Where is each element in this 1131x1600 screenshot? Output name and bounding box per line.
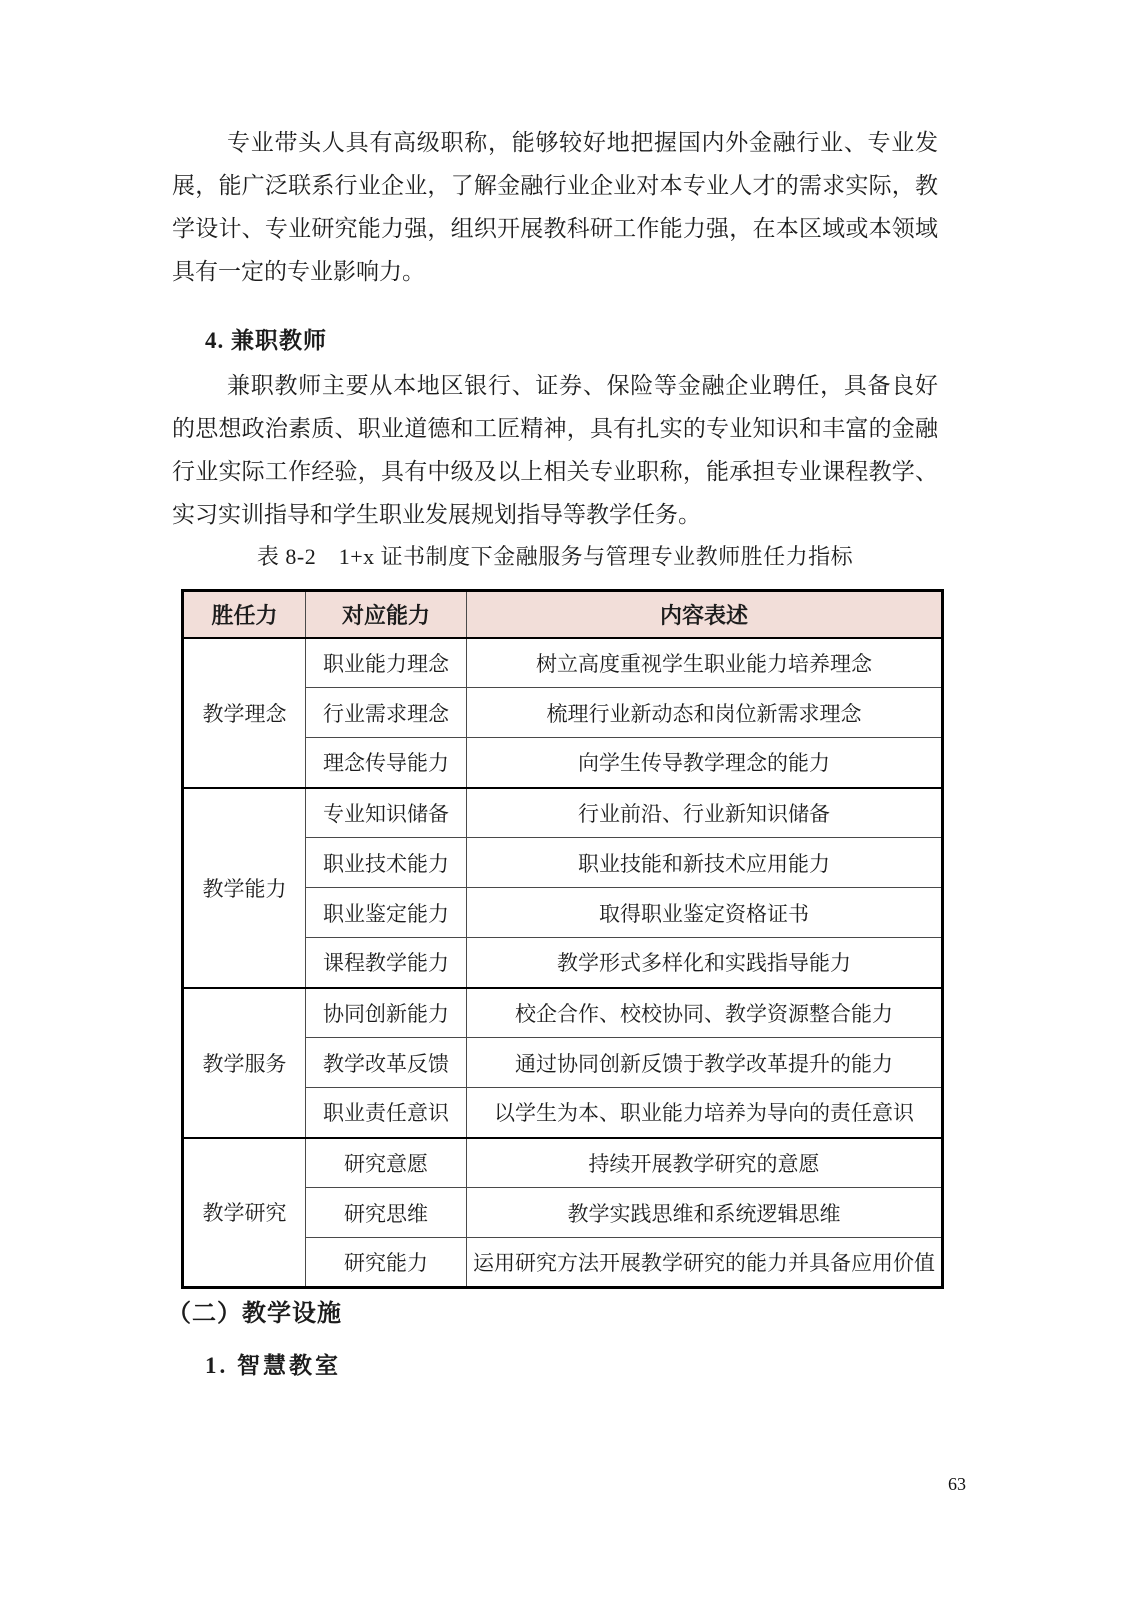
- table-row: [183, 1138, 943, 1188]
- ability-cell: 职业鉴定能力: [306, 888, 467, 938]
- ability-cell: 研究意愿: [306, 1138, 467, 1188]
- ability-cell: 协同创新能力: [306, 988, 467, 1038]
- competency-group-cell: 教学理念: [183, 638, 306, 788]
- table-caption: 表 8-2 1+x 证书制度下金融服务与管理专业教师胜任力指标: [256, 544, 854, 569]
- description-cell: 教学形式多样化和实践指导能力: [467, 938, 943, 988]
- competency-group-cell: 教学服务: [183, 988, 306, 1138]
- description-cell: 持续开展教学研究的意愿: [467, 1138, 943, 1188]
- ability-cell: 职业能力理念: [306, 638, 467, 688]
- description-cell: 职业技能和新技术应用能力: [467, 838, 943, 888]
- heading-teaching-facilities: （二）教学设施: [167, 1300, 342, 1327]
- table-row: [183, 788, 943, 838]
- ability-cell: 研究能力: [306, 1238, 467, 1288]
- competency-group-cell: 教学能力: [183, 788, 306, 988]
- description-cell: 教学实践思维和系统逻辑思维: [467, 1188, 943, 1238]
- column-header-description: 内容表述: [467, 591, 943, 638]
- table-row: [183, 638, 943, 688]
- column-header-ability: 对应能力: [306, 591, 467, 638]
- description-cell: 运用研究方法开展教学研究的能力并具备应用价值: [467, 1238, 943, 1288]
- competency-table: [181, 589, 944, 1289]
- table-header-row: [183, 591, 943, 638]
- description-cell: 取得职业鉴定资格证书: [467, 888, 943, 938]
- heading-part-time-teachers: 4. 兼职教师: [205, 328, 327, 353]
- paragraph-leader-profile: 专业带头人具有高级职称，能够较好地把握国内外金融行业、专业发展，能广泛联系行业企业，了解金融行业企业对本专业人才的需求实际，教学设计、专业研究能力强，组织开展教科研工作能力强，在本区域或本领域具有一定的专业影响力。: [172, 130, 938, 284]
- heading-smart-classroom: 1. 智慧教室: [205, 1353, 341, 1378]
- page-number: 63: [948, 1474, 966, 1494]
- paragraph-part-time-teachers: 兼职教师主要从本地区银行、证券、保险等金融企业聘任，具备良好的思想政治素质、职业道德和工匠精神，具有扎实的专业知识和丰富的金融行业实际工作经验，具有中级及以上相关专业职称，能承担专业课程教学、实习实训指导和学生职业发展规划指导等教学任务。: [172, 373, 938, 527]
- description-cell: 向学生传导教学理念的能力: [467, 738, 943, 788]
- ability-cell: 课程教学能力: [306, 938, 467, 988]
- description-cell: 校企合作、校校协同、教学资源整合能力: [467, 988, 943, 1038]
- column-header-competency: 胜任力: [183, 591, 306, 638]
- table-row: [183, 988, 943, 1038]
- ability-cell: 行业需求理念: [306, 688, 467, 738]
- description-cell: 树立高度重视学生职业能力培养理念: [467, 638, 943, 688]
- description-cell: 行业前沿、行业新知识储备: [467, 788, 943, 838]
- description-cell: 通过协同创新反馈于教学改革提升的能力: [467, 1038, 943, 1088]
- ability-cell: 教学改革反馈: [306, 1038, 467, 1088]
- competency-group-cell: 教学研究: [183, 1138, 306, 1288]
- ability-cell: 专业知识储备: [306, 788, 467, 838]
- ability-cell: 职业技术能力: [306, 838, 467, 888]
- ability-cell: 理念传导能力: [306, 738, 467, 788]
- description-cell: 梳理行业新动态和岗位新需求理念: [467, 688, 943, 738]
- description-cell: 以学生为本、职业能力培养为导向的责任意识: [467, 1088, 943, 1138]
- ability-cell: 研究思维: [306, 1188, 467, 1238]
- ability-cell: 职业责任意识: [306, 1088, 467, 1138]
